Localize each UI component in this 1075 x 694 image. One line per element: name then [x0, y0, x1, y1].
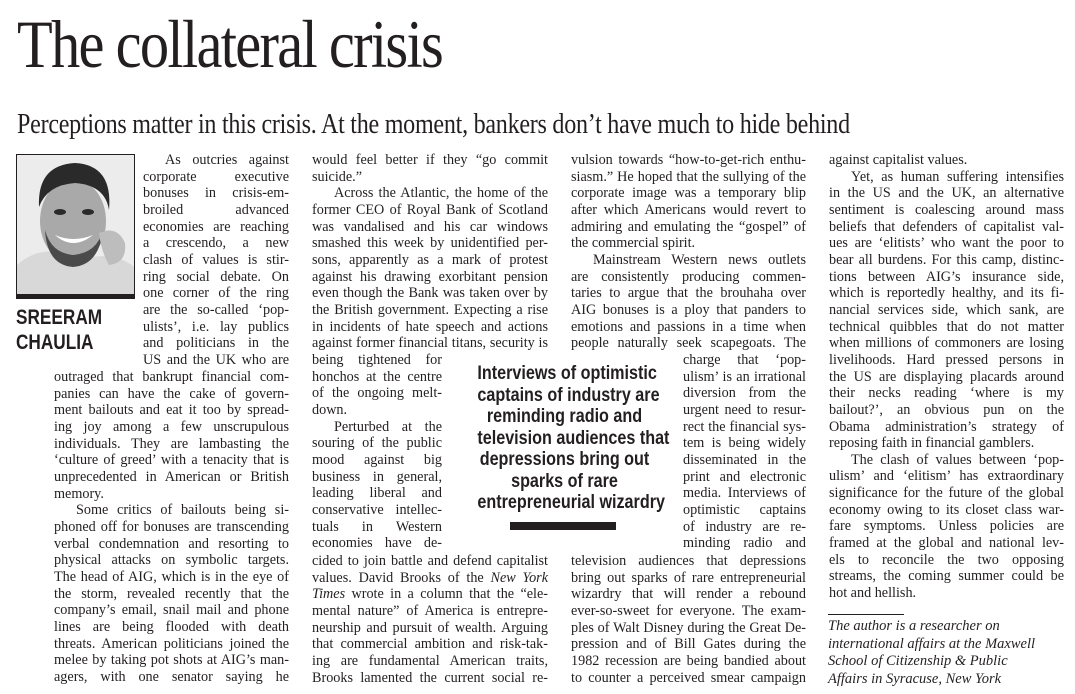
text-line: their necks reading ‘where is my [829, 385, 1064, 402]
text-line: minding radio and [683, 535, 806, 552]
text-line: after which Americans would revert to [571, 201, 806, 218]
text-line: business in general, [312, 468, 442, 485]
text-line: which is reportedly healthy, and its fi- [829, 285, 1064, 302]
text-line: streams, the coming summer could be [829, 568, 1064, 585]
text-line: against his drawing exorbitant pension [312, 268, 548, 285]
author-byline [16, 305, 102, 355]
text-line: ment bailouts and eat it too by spread- [54, 402, 289, 419]
text-line: a crescendo, a new [143, 235, 289, 252]
column-2-top [312, 152, 548, 352]
text-line: would feel better if they “go commit [312, 152, 548, 168]
text-line: ing joy among a few unscrupulous [54, 418, 289, 435]
text-line: people naturally seek scapegoats. The [571, 335, 806, 352]
column-2-bottom [312, 553, 548, 686]
text-line: unprecedented in American or British [54, 468, 289, 485]
text-line: mental nature” of America is entrepre- [312, 602, 548, 619]
text-line: lines are being flooded with death [54, 618, 289, 635]
text-line: Yet, as human suffering intensifies [851, 168, 1064, 185]
text-line: phoned off for bonuses are transcending [54, 518, 289, 535]
text-line: print and electronic [683, 468, 806, 485]
text-line: reposing faith in financial gamblers. [829, 435, 1035, 452]
text-line: hot and hellish. [829, 585, 917, 602]
text-line: the US are displaying placards around [829, 368, 1064, 385]
text-line: company’s email, snail mail and phone [54, 602, 289, 619]
text-line: The head of AIG, which is in the eye of [54, 568, 289, 585]
text-line: of the ongoing melt- [312, 385, 442, 402]
text-line: Brooks lamented the current social re- [312, 669, 548, 686]
text-line: and politicians in the [143, 335, 289, 352]
text-line: sons, apparently as a mark of protest [312, 251, 548, 268]
text-line: fare symptoms. Unless policies are [829, 518, 1064, 535]
text-line: Obama administration’s strategy of [829, 418, 1064, 435]
text-line: technical quibbles that do not matter [829, 318, 1064, 335]
text-line: threats. American politicians joined the [54, 635, 289, 652]
text-line: ples of Walt Disney during the Great De- [571, 619, 806, 636]
text-line: economies are reaching [143, 218, 289, 235]
text-line: tuals in Western [312, 518, 442, 535]
text-line: framed at the global and national lev- [829, 535, 1064, 552]
text-line: of industry are re- [683, 518, 806, 535]
text-line: ‘culture of greed’ with a tenacity that is [54, 452, 289, 469]
author-photo [16, 154, 135, 299]
text-line: cided to join battle and defend capitalist [312, 553, 548, 569]
text-line: admiring and emulating the “gospel” of [571, 218, 806, 235]
text-line: Times wrote in a column that the “ele- [312, 586, 548, 603]
text-line: in the US and the UK, an alternative [829, 185, 1064, 202]
text-line: economies have de- [312, 535, 442, 552]
author-first-name: SREERAM [16, 306, 103, 329]
text-line: broiled advanced [143, 201, 289, 218]
text-line: tions between AIG’s insurance side, [829, 268, 1064, 285]
text-line: emotions and passions in a time when [571, 318, 806, 335]
text-line: bear all burdens. For this camp, distinc- [829, 251, 1064, 268]
text-line: leading liberal and [312, 485, 442, 502]
text-line: vulsion towards “how-to-get-rich enthu- [571, 152, 806, 168]
text-line: one corner of the ring [143, 285, 289, 302]
text-line: corporate executive [143, 168, 289, 185]
text-line: bring out sparks of rare entrepreneurial [571, 569, 806, 586]
column-1-narrow [143, 152, 289, 369]
text-line: former CEO of Royal Bank of Scotland [312, 201, 548, 218]
pull-quote-line: depressions bring out [479, 449, 650, 470]
pull-quote-line: captains of industry are [477, 384, 660, 406]
text-line: siasm.” He hoped that the sullying of the [571, 168, 806, 185]
text-line: the storm, revealed recently that the [54, 585, 289, 602]
text-line: down. [312, 401, 348, 418]
pull-quote-line: sparks of rare [511, 470, 618, 492]
pull-quote-line: Interviews of optimistic [477, 363, 657, 384]
pull-quote-rule [510, 522, 616, 530]
author-note-line: School of Citizenship & Public [828, 653, 1008, 670]
text-line: pression and of Bill Gates during the [571, 636, 806, 653]
text-line: Mainstream Western news outlets [593, 251, 806, 268]
pull-quote-line: entrepreneurial wizardry [477, 492, 665, 513]
text-line: charge that ‘pop- [683, 352, 806, 368]
text-line: even though the Bank was taken over by [312, 285, 548, 302]
pull-quote [462, 363, 670, 514]
text-line: corporate image was a temporary blip [571, 185, 806, 202]
text-line: els to reconcile the two opposing [829, 551, 1064, 568]
text-line: souring of the public [312, 435, 442, 452]
text-line: melee by taking pot shots at AIG’s man- [54, 652, 289, 669]
text-line: Perturbed at the [334, 418, 442, 435]
text-line: urgent need to resur- [683, 401, 806, 418]
text-line: against capitalist values. [829, 152, 968, 168]
text-line: are consistently producing commen- [571, 268, 806, 285]
text-line: when millions of commoners are losing [829, 335, 1064, 352]
text-line: Some critics of bailouts being si- [76, 502, 289, 519]
text-line: rect the financial sys- [683, 418, 806, 435]
author-note-line: international affairs at the Maxwell [828, 635, 1036, 652]
text-line: ulism’ is an irrational [683, 368, 806, 385]
text-line: ever-so-sweet for everyone. The exam- [571, 602, 806, 619]
text-line: against former financial titans, security is [312, 335, 548, 352]
text-line: economy owing to its closet class war- [829, 501, 1064, 518]
text-line: wizardry that will render a rebound [571, 586, 806, 603]
pull-quote-line: television audiences that [477, 427, 670, 449]
text-line: verbal condemnation and resorting to [54, 535, 289, 552]
text-line: being tightened for [312, 352, 442, 368]
text-line: the British government. Expecting a rise [312, 301, 548, 318]
author-note [828, 618, 1035, 688]
text-line: ulism’ and ‘elitism’ has extraordinary [829, 468, 1064, 485]
column-3-narrow [683, 352, 806, 552]
text-line: As outcries against [165, 152, 289, 168]
text-line: The clash of values between ‘pop- [851, 451, 1064, 468]
text-line: significance for the future of the global [829, 485, 1064, 502]
text-line: clash of values is stir- [143, 251, 289, 268]
author-portrait-icon [17, 155, 134, 294]
text-line: livelihoods. Hard pressed persons in [829, 351, 1064, 368]
text-line: memory. [54, 485, 104, 502]
text-line: mood against big [312, 451, 442, 468]
text-line: to counter a perceived smear campaign [571, 669, 806, 686]
text-line: suicide.” [312, 168, 363, 185]
text-line: 1982 recession are being bandied about [571, 652, 806, 669]
column-4 [829, 152, 1064, 602]
author-note-rule [828, 614, 904, 615]
text-line: agers, with one senator saying he [54, 668, 289, 685]
author-note-line: Affairs in Syracuse, New York [828, 670, 1002, 687]
text-line: ring social debate. On [143, 268, 289, 285]
text-line: in incidents of hate speech and actions [312, 318, 548, 335]
text-line: honchos at the centre [312, 368, 442, 385]
column-3-bottom [571, 553, 806, 686]
text-line: Across the Atlantic, the home of the [334, 185, 548, 202]
text-line: are the so-called ‘pop- [143, 301, 289, 318]
text-line: optimistic captains [683, 501, 806, 518]
text-line: sentiment is coalescing around mass [829, 201, 1064, 218]
author-last-name: CHAULIA [16, 331, 94, 354]
headline: The collateral crisis [17, 6, 443, 82]
text-line: AIG bonuses is a ploy that panders to [571, 301, 806, 318]
text-line: bailout?’, an obvious pun on the [829, 401, 1064, 418]
subheadline: Perceptions matter in this crisis. At the moment, bankers don’t have much to hide behind [17, 109, 850, 140]
text-line: ing are fundamental American traits, [312, 652, 548, 669]
text-line: that commercial ambition and risk-tak- [312, 636, 548, 653]
text-line: panies can have the cake of govern- [54, 385, 289, 402]
text-line: bonuses in crisis-em- [143, 185, 289, 202]
text-line: neurship and pursuit of wealth. Arguing [312, 619, 548, 636]
text-line: media. Interviews of [683, 485, 806, 502]
column-1-wide [54, 369, 289, 685]
text-line: individuals. They are lambasting the [54, 435, 289, 452]
text-line: outraged that bankrupt financial com- [54, 369, 289, 385]
text-line: the commercial spirit. [571, 235, 696, 252]
text-line: ues are ‘elitists’ who want the poor to [829, 235, 1064, 252]
text-line: nancial services side, which sank, are [829, 301, 1064, 318]
text-line: tem is being widely [683, 435, 806, 452]
author-note-line: The author is a researcher on [828, 618, 1000, 634]
text-line: diversion from the [683, 385, 806, 402]
text-line: disseminated in the [683, 451, 806, 468]
text-line: ulists’, i.e. lay publics [143, 318, 289, 335]
text-line: smashed this week by unidentified per- [312, 235, 548, 252]
text-line: conservative intellec- [312, 501, 442, 518]
text-line: values. David Brooks of the New York [312, 569, 548, 586]
column-2-narrow [312, 352, 442, 552]
text-line: television audiences that depressions [571, 553, 806, 569]
pull-quote-line: reminding radio and [486, 406, 643, 427]
text-line: physical attacks on symbolic targets. [54, 552, 289, 569]
text-line: beliefs that defenders of capitalist val- [829, 218, 1064, 235]
text-line: taries to argue that the brouhaha over [571, 285, 806, 302]
column-3-top [571, 152, 806, 352]
text-line: US and the UK who are [143, 351, 289, 368]
text-line: was vandalised and his car windows [312, 218, 548, 235]
